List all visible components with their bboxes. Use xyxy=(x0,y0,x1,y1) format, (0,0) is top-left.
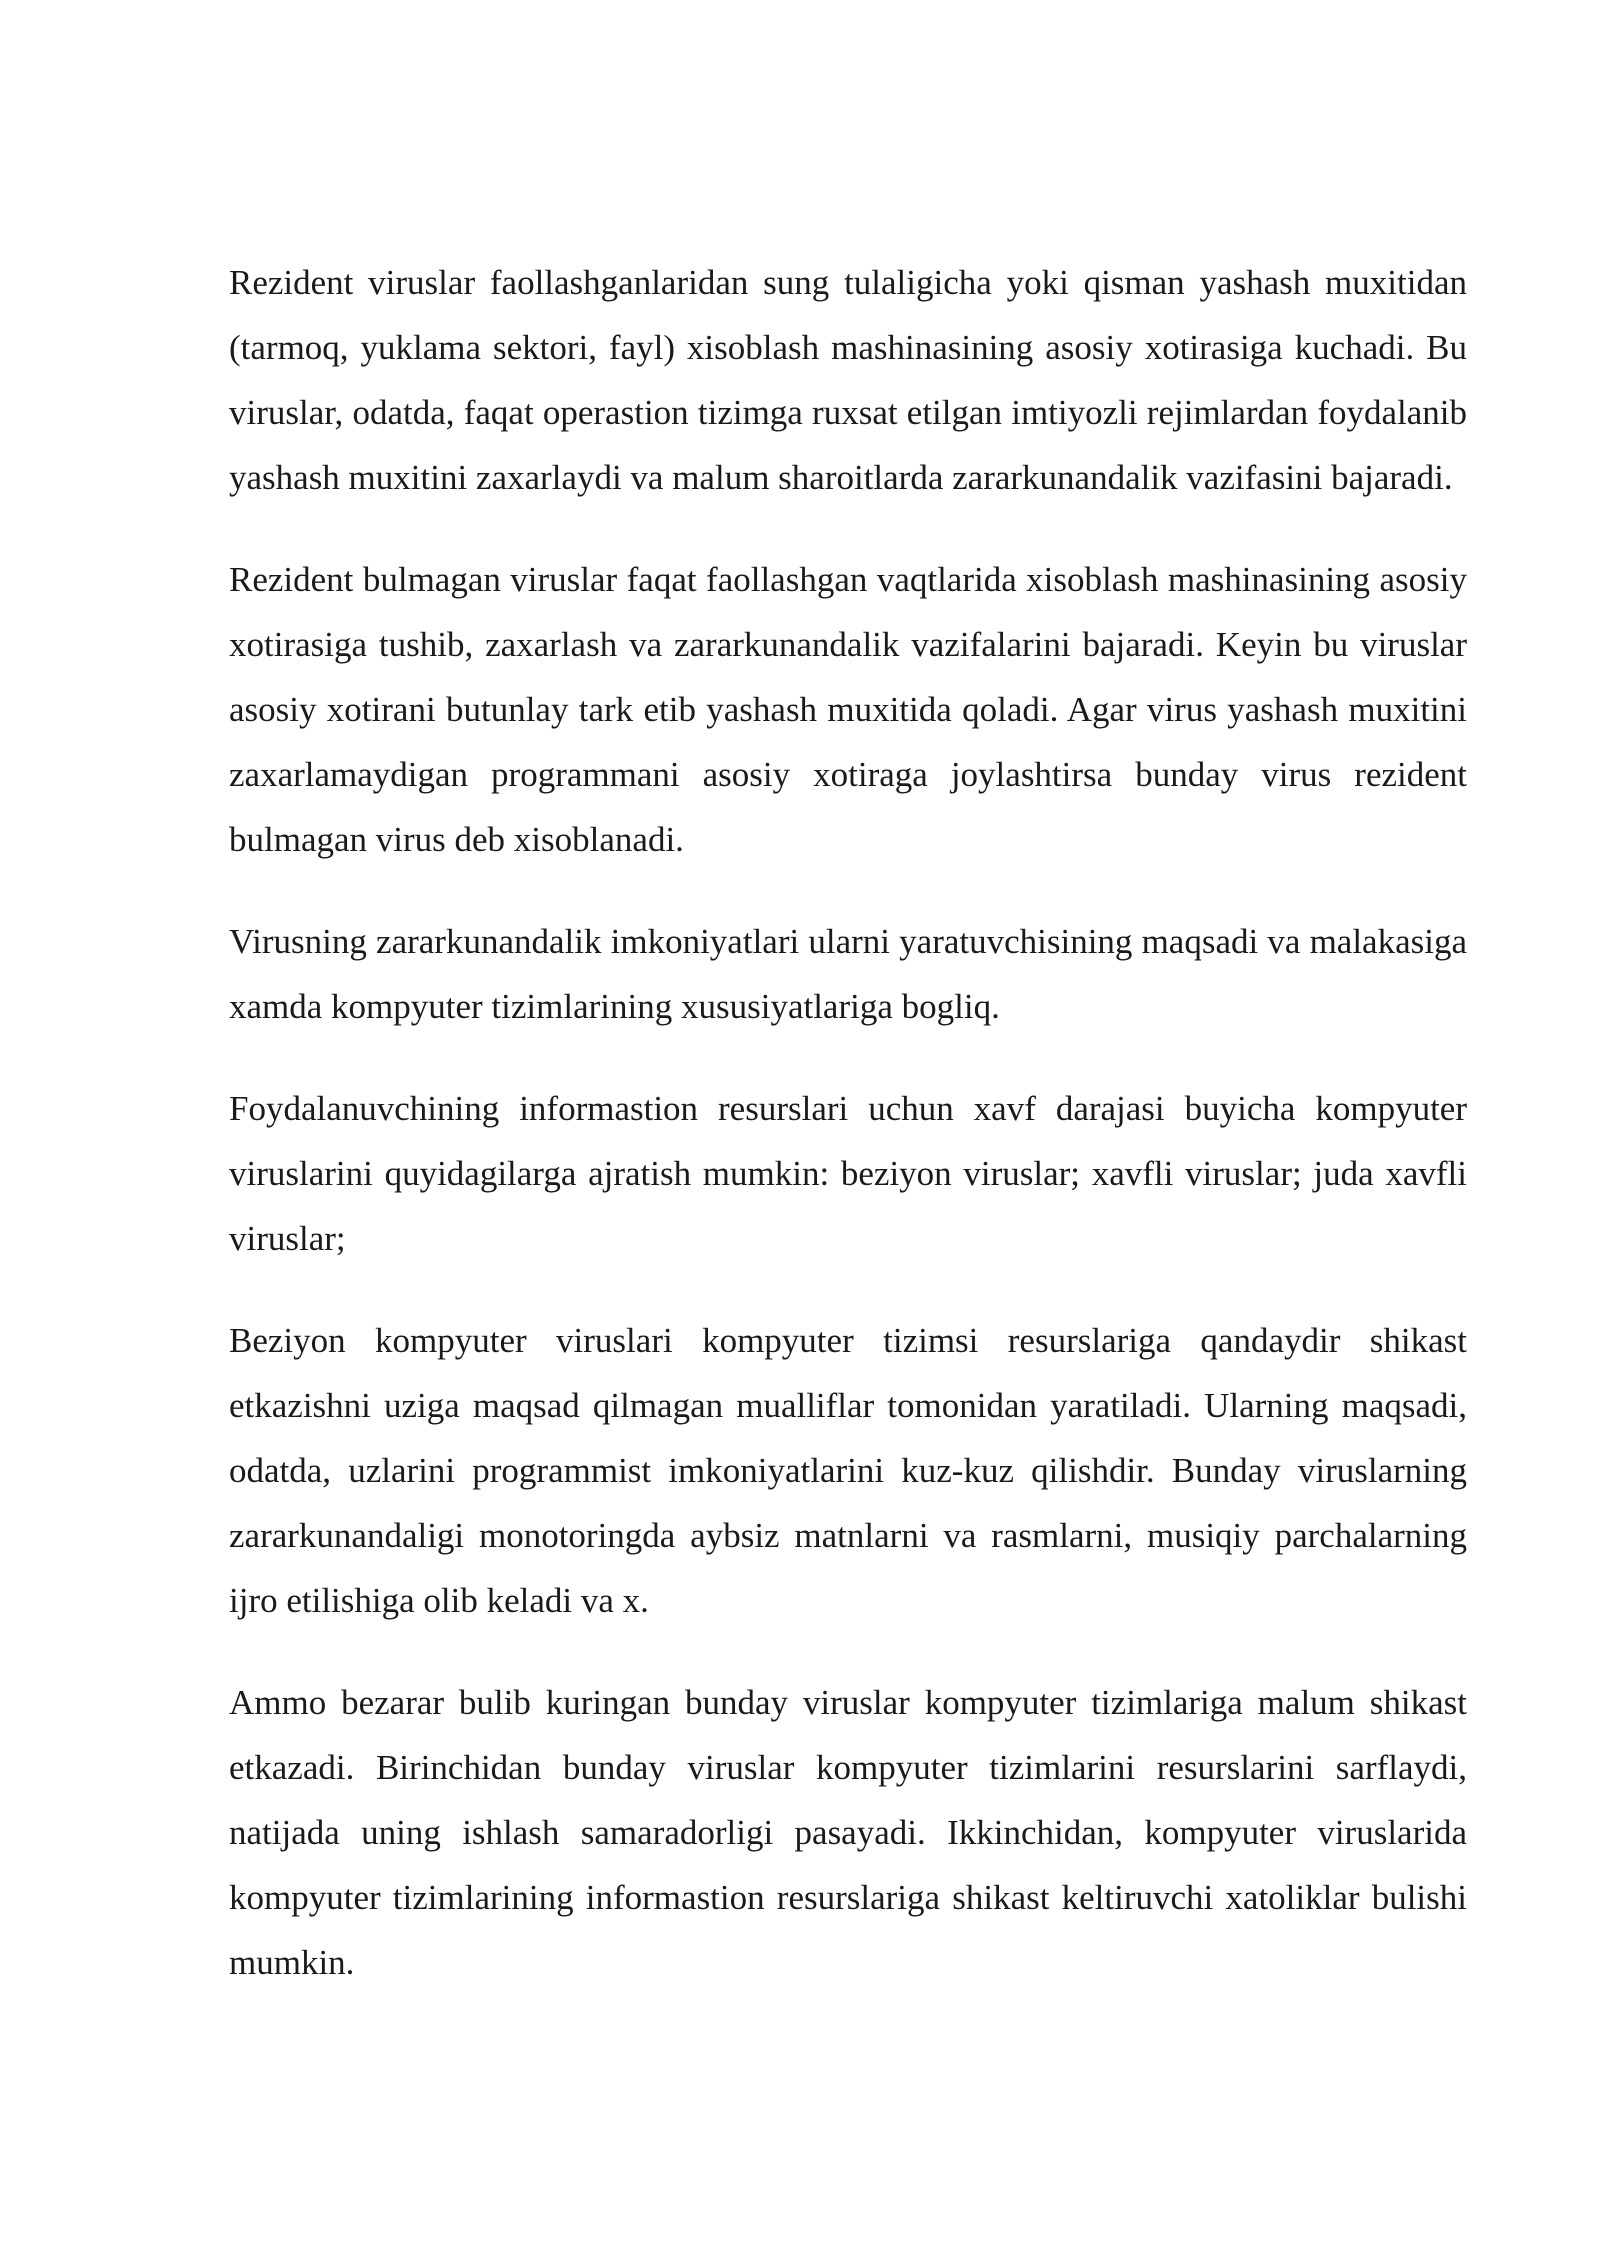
paragraph-non-resident-viruses: Rezident bulmagan viruslar faqat faollashgan vaqtlarida xisoblash mashinasining asosiy xotirasiga tushib, zaxarlash va zararkunandalik vazifalarini bajaradi. Keyin bu viruslar asosiy xotirani butunlay tark etib yashash muxitida qoladi. Agar virus yashash muxitini zaxarlamaydigan programmani asosiy xotiraga joylashtirsa bunday virus rezident bulmagan virus deb xisoblanadi. xyxy=(229,560,1467,859)
paragraph-resident-viruses: Rezident viruslar faollashganlaridan sung tulaligicha yoki qisman yashash muxitidan (tarmoq, yuklama sektori, fayl) xisoblash mashinasining asosiy xotirasiga kuchadi. Bu viruslar, odatda, faqat operastion tizimga ruxsat etilgan imtiyozli rejimlardan foydalanib yashash muxitini zaxarlaydi va malum sharoitlarda zararkunandalik vazifasini bajaradi. xyxy=(229,263,1467,497)
document-body xyxy=(229,250,1467,2032)
paragraph-danger-levels: Foydalanuvchining informastion resurslari uchun xavf darajasi buyicha kompyuter viruslarini quyidagilarga ajratish mumkin: beziyon viruslar; xavfli viruslar; juda xavfli viruslar; xyxy=(229,1089,1467,1258)
paragraph-hidden-damage: Ammo bezarar bulib kuringan bunday viruslar kompyuter tizimlariga malum shikast etkazadi. Birinchidan bunday viruslar kompyuter tizimlarini resurslarini sarflaydi, natijada uning ishlash samaradorligi pasayadi. Ikkinchidan, kompyuter viruslarida kompyuter tizimlarining informastion resurslariga shikast keltiruvchi xatoliklar bulishi mumkin. xyxy=(229,1683,1467,1982)
paragraph-harm-capabilities: Virusning zararkunandalik imkoniyatlari ularni yaratuvchisining maqsadi va malakasiga xamda kompyuter tizimlarining xususiyatlariga bogliq. xyxy=(229,922,1467,1026)
paragraph-harmless-viruses: Beziyon kompyuter viruslari kompyuter tizimsi resurslariga qandaydir shikast etkazishni uziga maqsad qilmagan mualliflar tomonidan yaratiladi. Ularning maqsadi, odatda, uzlarini programmist imkoniyatlarini kuz-kuz qilishdir. Bunday viruslarning zararkunandaligi monotoringda aybsiz matnlarni va rasmlarni, musiqiy parchalarning ijro etilishiga olib keladi va x. xyxy=(229,1321,1467,1620)
